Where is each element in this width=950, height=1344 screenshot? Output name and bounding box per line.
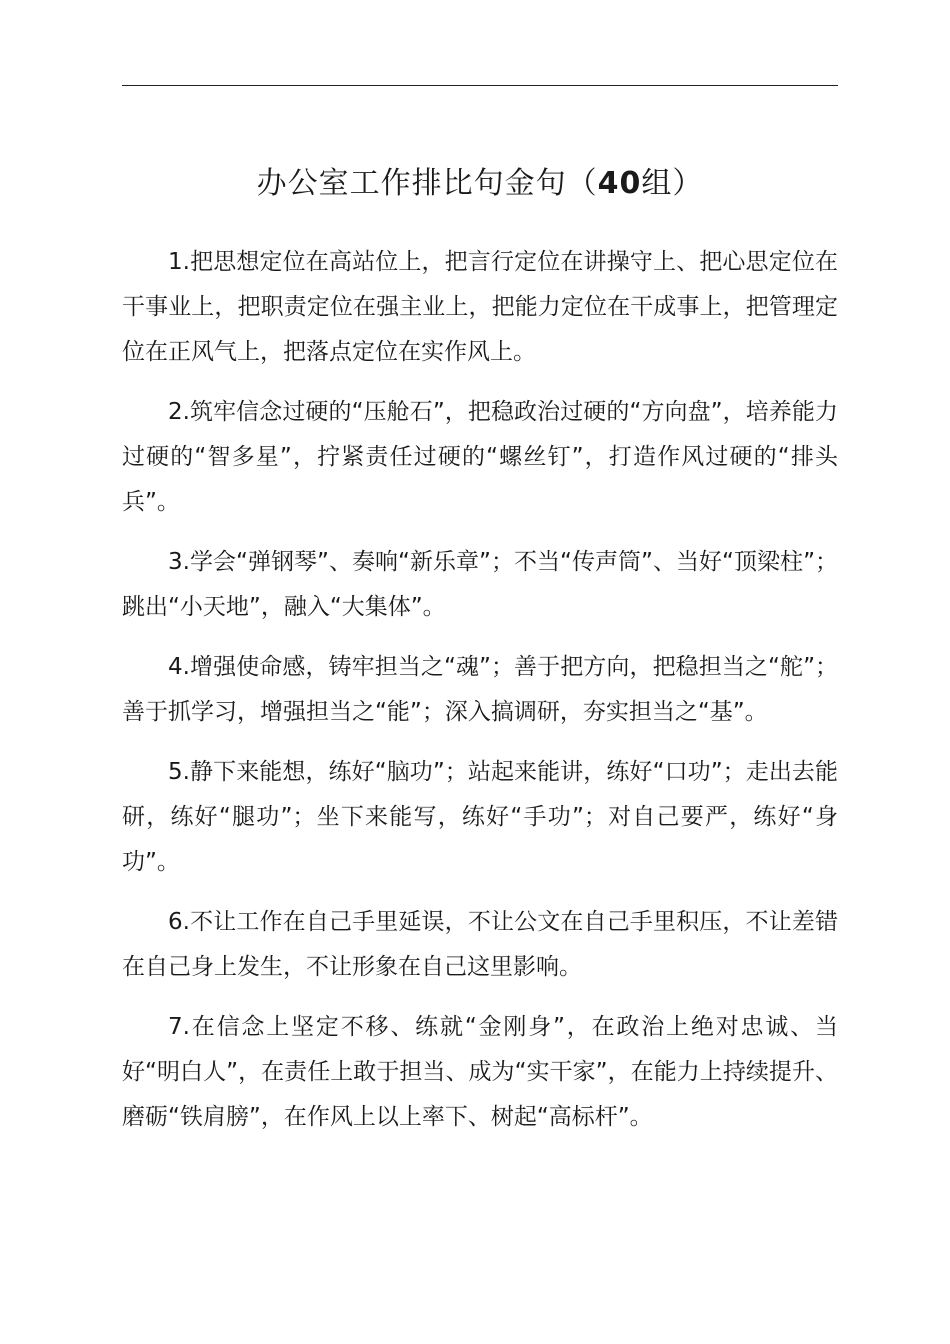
header-rule	[122, 85, 838, 86]
title-suffix: 组）	[641, 166, 704, 201]
paragraph-4: 4.增强使命感，铸牢担当之“魂”；善于把方向，把稳担当之“舵”；善于抓学习，增强担当之“能”；深入搞调研，夯实担当之“基”。	[122, 654, 838, 725]
paragraph-1: 1.把思想定位在高站位上，把言行定位在讲操守上、把心思定位在干事业上，把职责定位在强主业上，把能力定位在干成事上，把管理定位在正风气上，把落点定位在实作风上。	[122, 249, 838, 365]
document-body	[122, 240, 838, 1155]
paragraph-7: 7.在信念上坚定不移、练就“金刚身”，在政治上绝对忠诚、当好“明白人”，在责任上敢于担当、成为“实干家”，在能力上持续提升、磨砺“铁肩膀”，在作风上以上率下、树起“高标杆”。	[122, 1014, 838, 1130]
title-count: 40	[597, 166, 642, 201]
paragraph-3: 3.学会“弹钢琴”、奏响“新乐章”；不当“传声筒”、当好“顶梁柱”；跳出“小天地”，融入“大集体”。	[122, 549, 838, 620]
title-prefix: 办公室工作排比句金句（	[256, 166, 598, 201]
paragraph-5: 5.静下来能想，练好“脑功”；站起来能讲，练好“口功”；走出去能研，练好“腿功”；坐下来能写，练好“手功”；对自己要严，练好“身功”。	[122, 759, 838, 875]
paragraph-6: 6.不让工作在自己手里延误，不让公文在自己手里积压，不让差错在自己身上发生，不让形象在自己这里影响。	[122, 909, 838, 980]
paragraph-2: 2.筑牢信念过硬的“压舱石”，把稳政治过硬的“方向盘”，培养能力过硬的“智多星”，拧紧责任过硬的“螺丝钉”，打造作风过硬的“排头兵”。	[122, 399, 838, 515]
page-title	[122, 160, 838, 208]
